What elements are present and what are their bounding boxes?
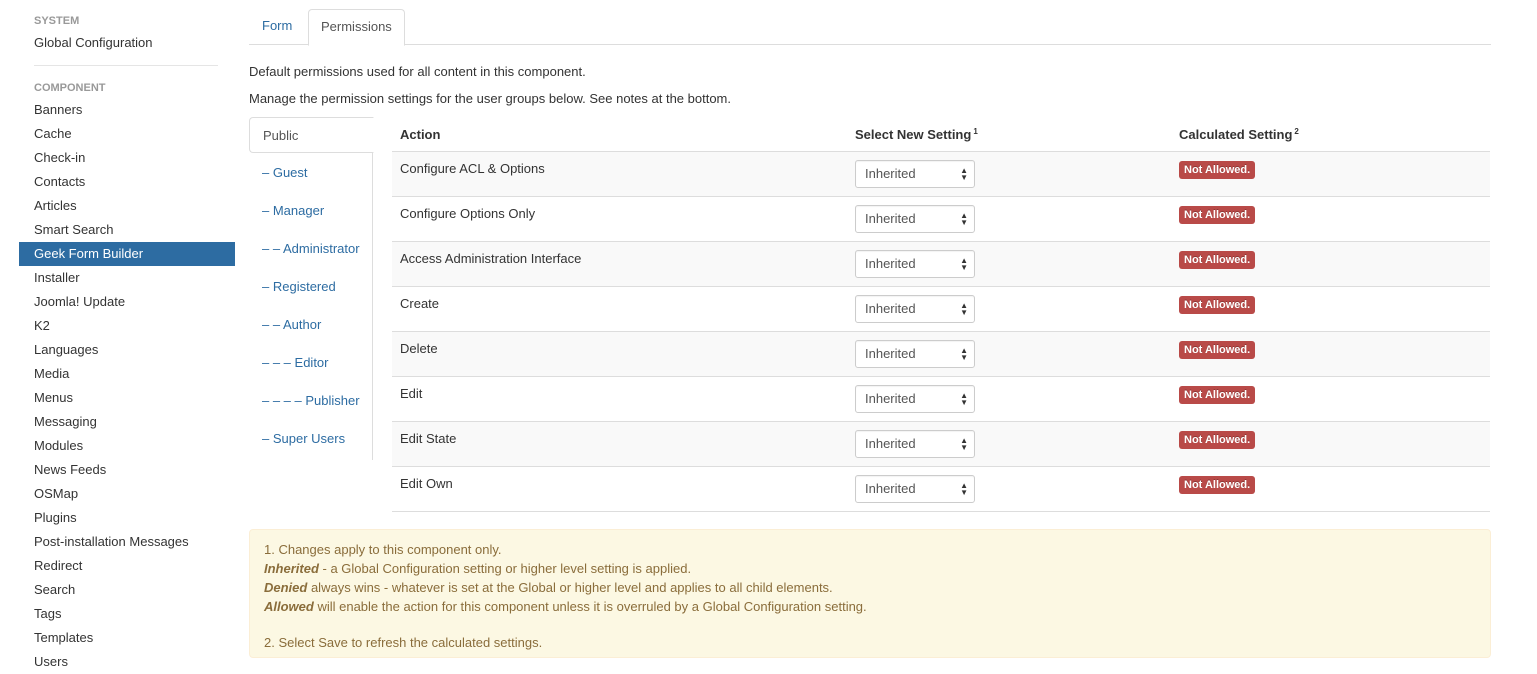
- updown-arrows-icon: ▲ ▼: [960, 391, 968, 407]
- action-label: Configure ACL & Options: [400, 161, 545, 176]
- description-manage: Manage the permission settings for the user groups below. See notes at the bottom.: [249, 91, 732, 106]
- calculated-setting-badge: Not Allowed.: [1179, 341, 1255, 359]
- note-line-1: 1. Changes apply to this component only.: [264, 542, 502, 557]
- setting-select-value: Inherited: [865, 301, 916, 316]
- setting-select[interactable]: [855, 340, 975, 368]
- header-select-new-setting: [855, 127, 978, 142]
- setting-select-value: Inherited: [865, 391, 916, 406]
- note-inherited: [264, 559, 1476, 578]
- updown-arrows-icon: ▲ ▼: [960, 346, 968, 362]
- table-body: [392, 152, 1490, 512]
- table-header: [392, 117, 1490, 152]
- header-calculated-setting: [1179, 127, 1299, 142]
- sidebar-item-geek-form-builder[interactable]: Geek Form Builder: [19, 242, 235, 266]
- user-group-tabs: [249, 117, 373, 460]
- sidebar-item-cache[interactable]: Cache: [34, 126, 72, 141]
- table-row: [392, 242, 1490, 287]
- note-allowed-text: will enable the action for this component unless it is overruled by a Global Configuration setting.: [313, 599, 867, 614]
- sidebar-item-messaging[interactable]: Messaging: [34, 414, 97, 429]
- header-calc-footnote: 2: [1294, 127, 1299, 136]
- notes-alert: [249, 529, 1491, 658]
- setting-select[interactable]: [855, 160, 975, 188]
- updown-arrows-icon: ▲ ▼: [960, 436, 968, 452]
- sidebar-item-templates[interactable]: Templates: [34, 630, 94, 645]
- header-calc-label: Calculated Setting: [1179, 127, 1293, 142]
- setting-select[interactable]: [855, 250, 975, 278]
- sidebar-item-k2[interactable]: K2: [34, 318, 50, 333]
- sidebar: [19, 0, 235, 669]
- setting-select-value: Inherited: [865, 211, 916, 226]
- header-action: Action: [400, 127, 441, 142]
- sidebar-item-media[interactable]: Media: [34, 366, 70, 381]
- tab-form[interactable]: Form: [262, 18, 293, 33]
- table-row: [392, 467, 1490, 512]
- group-tab-administrator[interactable]: – – Administrator: [262, 241, 360, 256]
- nav-header-component: COMPONENT: [34, 82, 106, 94]
- action-label: Edit: [400, 386, 423, 401]
- sidebar-item-plugins[interactable]: Plugins: [34, 510, 77, 525]
- calculated-setting-badge: Not Allowed.: [1179, 386, 1255, 404]
- sidebar-item-menus[interactable]: Menus: [34, 390, 74, 405]
- action-label: Access Administration Interface: [400, 251, 582, 266]
- nav-header-system: SYSTEM: [34, 15, 80, 27]
- setting-select-value: Inherited: [865, 481, 916, 496]
- table-row: [392, 197, 1490, 242]
- sidebar-item-users[interactable]: Users: [34, 654, 68, 669]
- action-label: Edit State: [400, 431, 457, 446]
- sidebar-item-smart-search[interactable]: Smart Search: [34, 222, 114, 237]
- group-tab-editor[interactable]: – – – Editor: [262, 355, 329, 370]
- note-inherited-text: - a Global Configuration setting or higher level setting is applied.: [318, 561, 692, 576]
- setting-select-value: Inherited: [865, 346, 916, 361]
- sidebar-item-check-in[interactable]: Check-in: [34, 150, 86, 165]
- action-label: Configure Options Only: [400, 206, 536, 221]
- sidebar-item-joomla-update[interactable]: Joomla! Update: [34, 294, 126, 309]
- note-inherited-label: Inherited: [264, 561, 319, 576]
- group-tab-publisher[interactable]: – – – – Publisher: [262, 393, 360, 408]
- table-row: [392, 152, 1490, 197]
- note-allowed: [264, 597, 1476, 616]
- note-denied: [264, 578, 1476, 597]
- action-label: Create: [400, 296, 440, 311]
- permissions-table: [392, 117, 1490, 512]
- tab-permissions[interactable]: Permissions: [308, 9, 405, 46]
- sidebar-item-languages[interactable]: Languages: [34, 342, 99, 357]
- table-row: [392, 332, 1490, 377]
- calculated-setting-badge: Not Allowed.: [1179, 296, 1255, 314]
- group-tab-author[interactable]: – – Author: [262, 317, 322, 332]
- header-select-label: Select New Setting: [855, 127, 972, 142]
- calculated-setting-badge: Not Allowed.: [1179, 251, 1255, 269]
- note-allowed-label: Allowed: [264, 599, 314, 614]
- setting-select[interactable]: [855, 475, 975, 503]
- calculated-setting-badge: Not Allowed.: [1179, 476, 1255, 494]
- note-denied-text: always wins - whatever is set at the Global or higher level and applies to all child elements.: [307, 580, 833, 595]
- updown-arrows-icon: ▲ ▼: [960, 256, 968, 272]
- action-label: Delete: [400, 341, 438, 356]
- sidebar-item-modules[interactable]: Modules: [34, 438, 84, 453]
- setting-select-value: Inherited: [865, 166, 916, 181]
- calculated-setting-badge: Not Allowed.: [1179, 161, 1255, 179]
- tab-bar: [249, 9, 1491, 45]
- sidebar-item-installer[interactable]: Installer: [34, 270, 80, 285]
- updown-arrows-icon: ▲ ▼: [960, 166, 968, 182]
- sidebar-item-redirect[interactable]: Redirect: [34, 558, 83, 573]
- sidebar-item-tags[interactable]: Tags: [34, 606, 62, 621]
- sidebar-item-search[interactable]: Search: [34, 582, 76, 597]
- setting-select[interactable]: [855, 430, 975, 458]
- header-select-footnote: 1: [973, 127, 978, 136]
- sidebar-item-osmap[interactable]: OSMap: [34, 486, 79, 501]
- group-tab-manager[interactable]: – Manager: [262, 203, 325, 218]
- sidebar-item-banners[interactable]: Banners: [34, 102, 83, 117]
- table-row: [392, 422, 1490, 467]
- updown-arrows-icon: ▲ ▼: [960, 301, 968, 317]
- sidebar-item-post-installation-messages[interactable]: Post-installation Messages: [34, 534, 189, 549]
- action-label: Edit Own: [400, 476, 453, 491]
- sidebar-item-articles[interactable]: Articles: [34, 198, 77, 213]
- setting-select[interactable]: [855, 385, 975, 413]
- group-tab-super-users[interactable]: – Super Users: [262, 431, 346, 446]
- note-line-2: 2. Select Save to refresh the calculated settings.: [264, 635, 543, 650]
- sidebar-item-news-feeds[interactable]: News Feeds: [34, 462, 107, 477]
- group-tab-public[interactable]: Public: [249, 117, 374, 153]
- setting-select[interactable]: [855, 205, 975, 233]
- group-tab-guest[interactable]: – Guest: [262, 165, 308, 180]
- table-row: [392, 287, 1490, 332]
- sidebar-item-global-configuration[interactable]: Global Configuration: [34, 35, 153, 50]
- updown-arrows-icon: ▲ ▼: [960, 211, 968, 227]
- setting-select-value: Inherited: [865, 256, 916, 271]
- note-denied-label: Denied: [264, 580, 308, 595]
- component-list: [19, 98, 235, 674]
- setting-select[interactable]: [855, 295, 975, 323]
- table-row: [392, 377, 1490, 422]
- calculated-setting-badge: Not Allowed.: [1179, 206, 1255, 224]
- group-tab-registered[interactable]: – Registered: [262, 279, 336, 294]
- description-default: Default permissions used for all content in this component.: [249, 64, 586, 79]
- calculated-setting-badge: Not Allowed.: [1179, 431, 1255, 449]
- updown-arrows-icon: ▲ ▼: [960, 481, 968, 497]
- setting-select-value: Inherited: [865, 436, 916, 451]
- nav-divider: [34, 65, 218, 66]
- sidebar-item-contacts[interactable]: Contacts: [34, 174, 86, 189]
